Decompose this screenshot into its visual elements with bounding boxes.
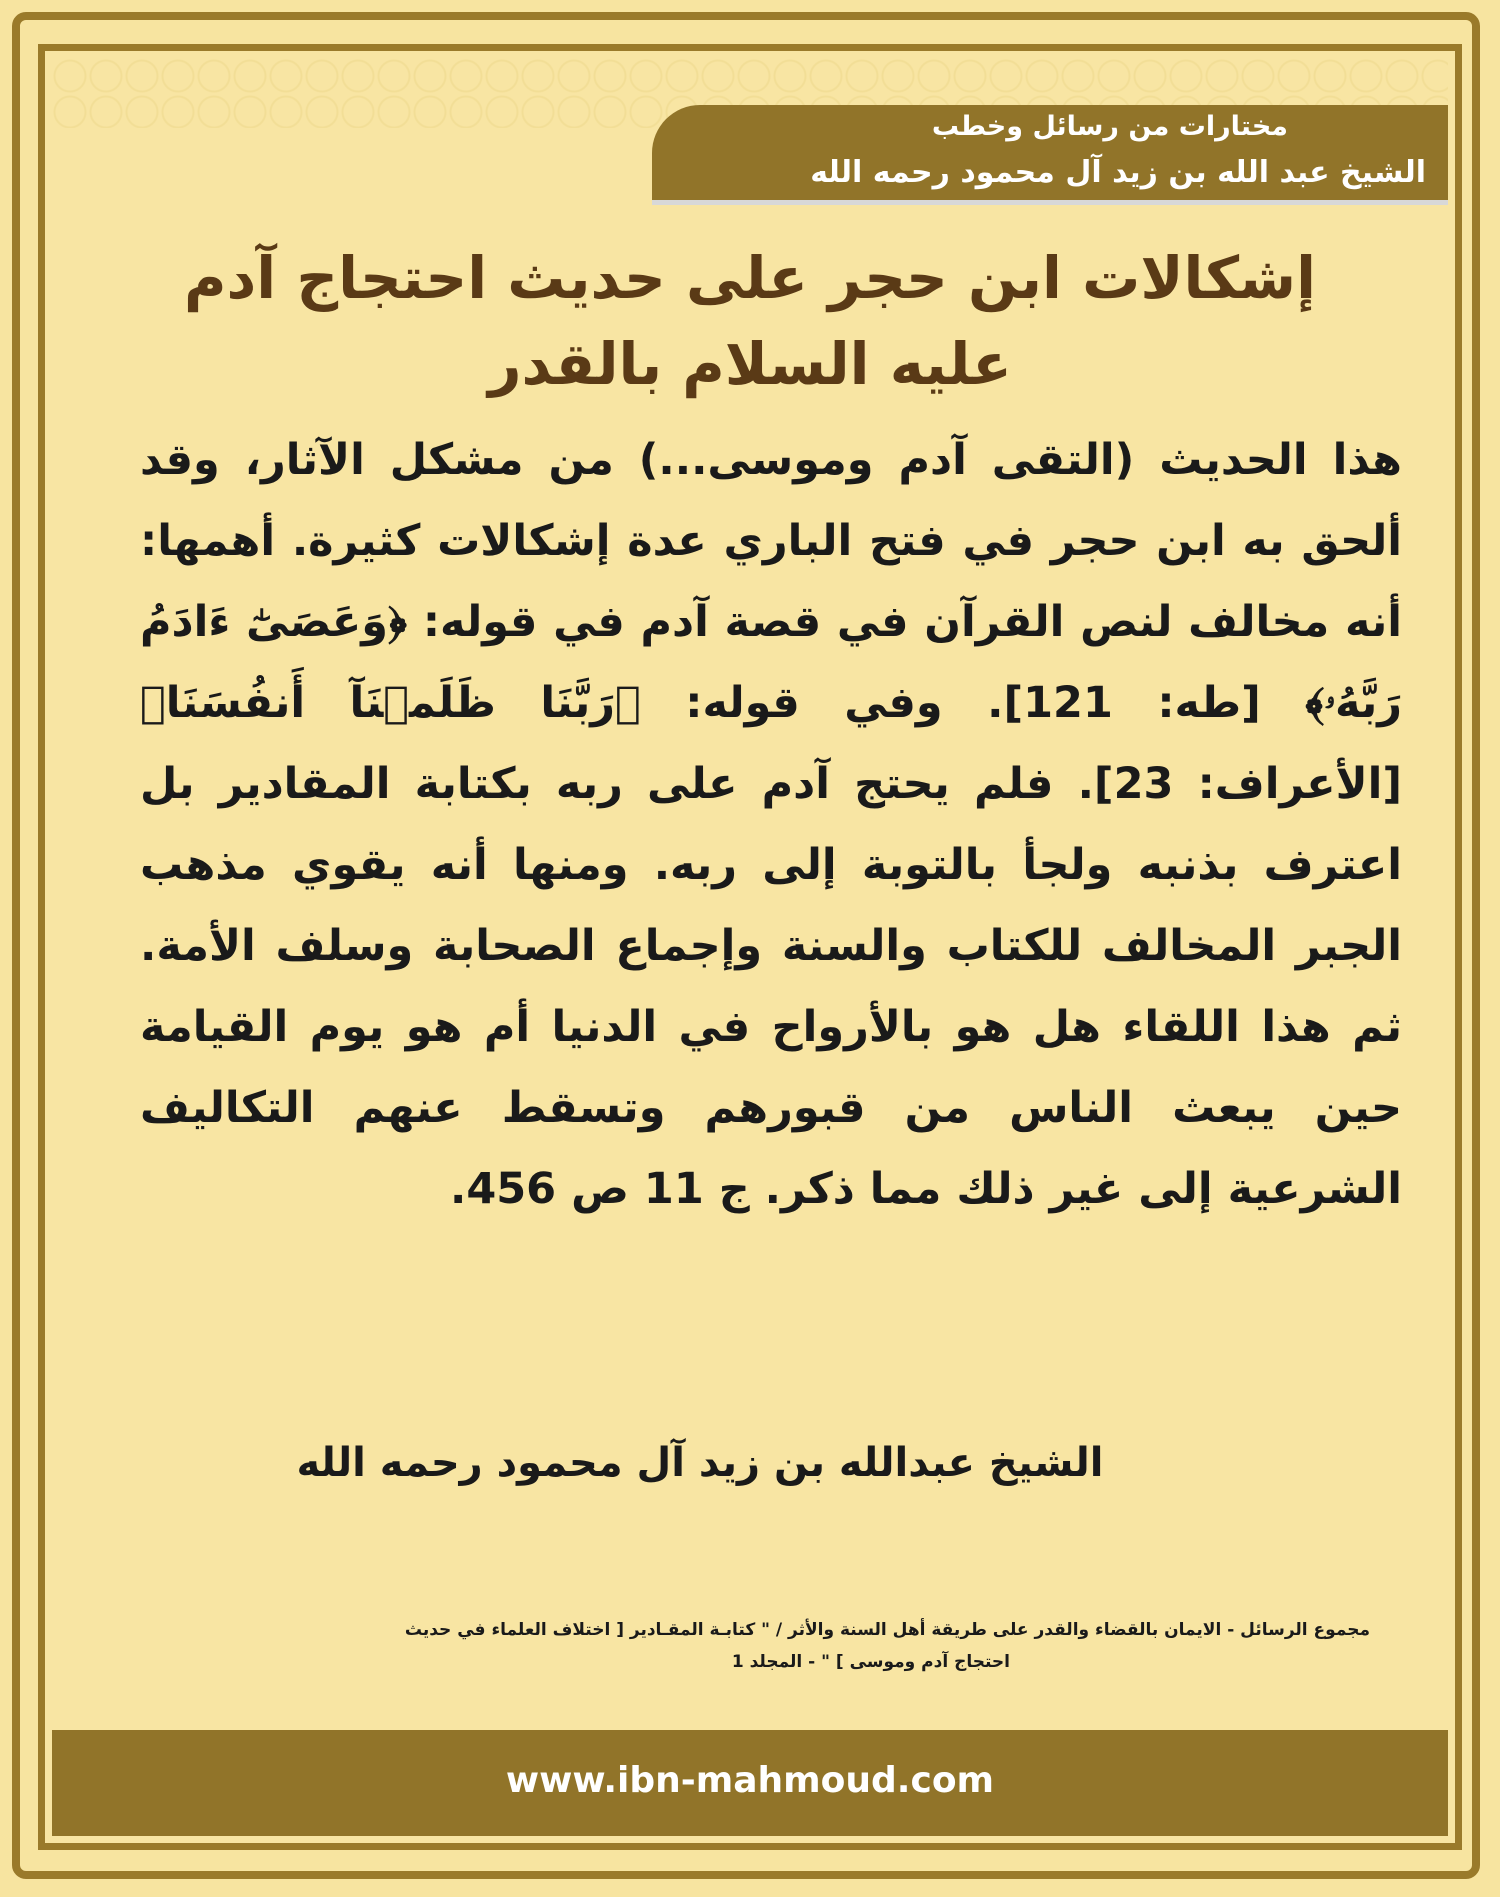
article-body: هذا الحديث (التقى آدم وموسى...) من مشكل الآثار، وقد ألحق به ابن حجر في فتح الباري عدة إشكالات كثيرة. أهمها: أنه مخالف لنص القرآن في قصة آدم في قوله: ﴿وَعَصَىٰٓ ءَادَمُ رَبَّهُۥ﴾ [طه: 121]. وفي قوله: ﴿رَبَّنَا ظَلَمۡنَآ أَنفُسَنَا﴾ [الأعراف: 23]. فلم يحتج آدم على ربه بكتابة المقادير بل اعترف بذنبه ولجأ بالتوبة إلى ربه. ومنها أنه يقوي مذهب الجبر المخالف للكتاب والسنة وإجماع الصحابة وسلف الأمة. ثم هذا اللقاء هل هو بالأرواح في الدنيا أم هو يوم القيامة حين يبعث الناس من قبورهم وتسقط عنهم التكاليف الشرعية إلى غير ذلك مما ذكر. ج 11 ص 456. — [140, 435, 1403, 1214]
page-title-line-2: عليه السلام بالقدر — [488, 330, 1012, 398]
author-signature: الشيخ عبدالله بن زيد آل محمود رحمه الله — [296, 1440, 1104, 1486]
author-header: الشيخ عبد الله بن زيد آل محمود رحمه الله — [810, 155, 1426, 190]
source-line-1: مجموع الرسائل - الايمان بالقضاء والقدر على طريقة أهل السنة والأثر / " كتابـة المقـادير [ اختلاف العلماء في حديث — [404, 1620, 1370, 1640]
source-line-2: احتجاج آدم وموسى ] " - المجلد 1 — [731, 1652, 1010, 1672]
website-link[interactable]: www.ibn-mahmoud.com — [505, 1760, 995, 1801]
page-title-line-1: إشكالات ابن حجر على حديث احتجاج آدم — [184, 244, 1316, 312]
header-band — [652, 105, 1448, 205]
footer-band — [52, 1730, 1448, 1836]
series-title: مختارات من رسائل وخطب — [931, 111, 1288, 142]
source-citation — [120, 1614, 1370, 1678]
